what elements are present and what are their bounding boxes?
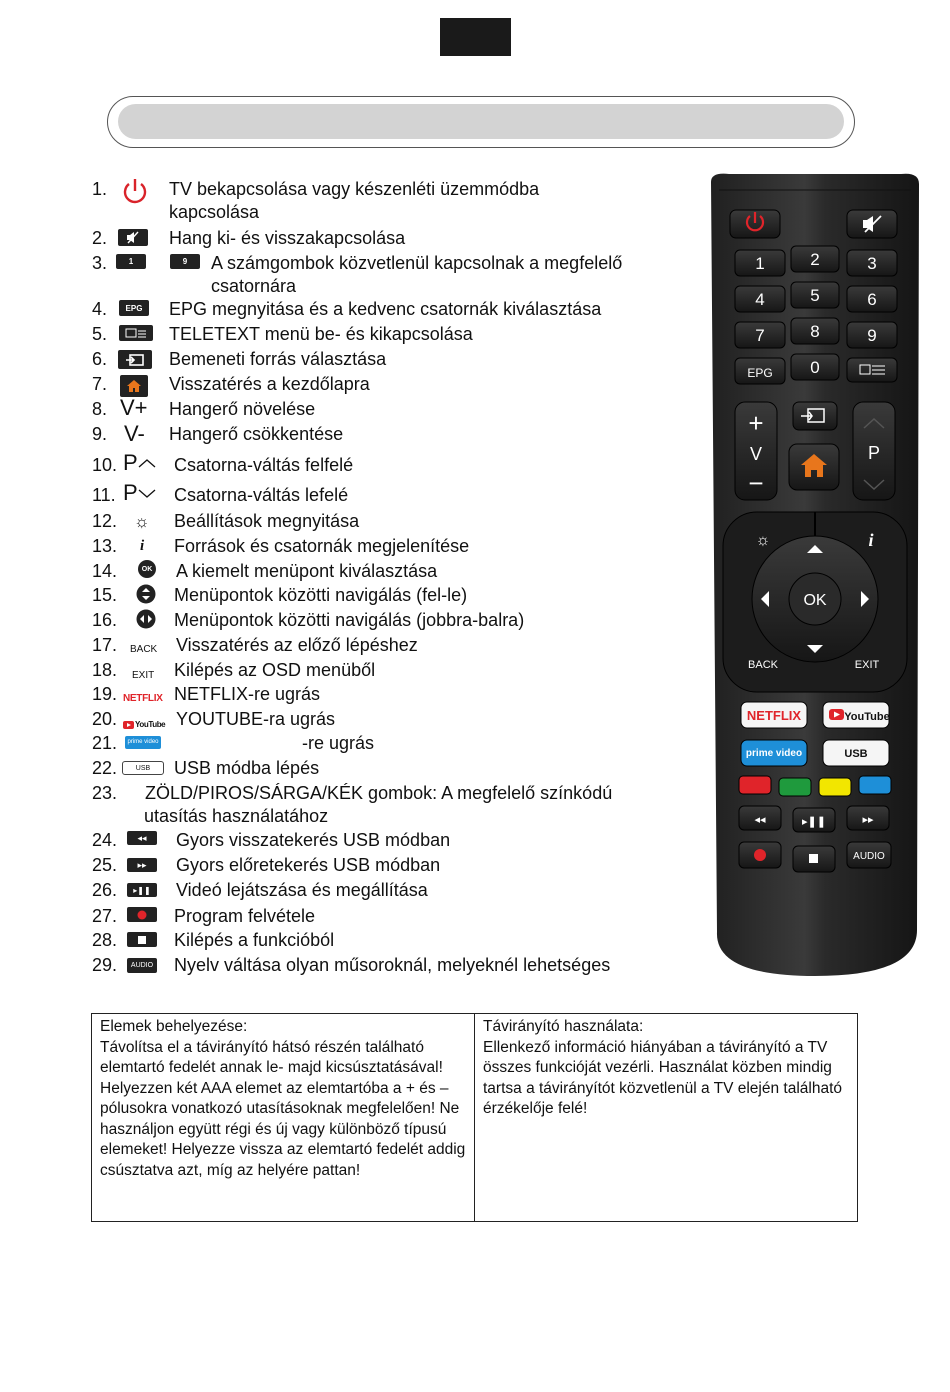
- item-text: USB módba lépés: [174, 758, 320, 778]
- epg-icon: EPG: [119, 300, 149, 316]
- remote-usage-text: Ellenkező információ hiányában a távirányító a TV összes funkcióját vezérli. Használat közben mindig tartsa a távirányítót közvetlenül a TV elején található érzékelője felé!: [483, 1038, 843, 1117]
- item-text: ZÖLD/PIROS/SÁRGA/KÉK gombok: A megfelelő színkódú: [145, 783, 613, 803]
- item-number: 2.: [92, 228, 108, 248]
- play-pause-icon: ▸❚❚: [127, 883, 157, 897]
- remote-channel-rocker: [853, 402, 895, 500]
- channel-letter: P: [123, 480, 138, 505]
- remote-nav-cluster: [723, 512, 907, 692]
- svg-text:i: i: [868, 530, 874, 550]
- usb-icon: USB: [122, 761, 164, 775]
- remote-teletext-button: [847, 358, 897, 382]
- channel-down-icon: [123, 481, 156, 504]
- svg-text:V: V: [749, 444, 763, 464]
- item-text: Hangerő csökkentése: [169, 424, 344, 444]
- remote-key-7: [735, 322, 785, 348]
- item-number: 14.: [92, 561, 118, 581]
- item-text: Bemeneti forrás választása: [169, 349, 387, 369]
- settings-icon: ☼: [134, 512, 150, 531]
- item-number: 20.: [92, 709, 118, 729]
- rewind-icon: ◂◂: [127, 831, 157, 845]
- remote-volume-rocker: [735, 402, 777, 500]
- item-text: EPG megnyitása és a kedvenc csatornák kiválasztása: [169, 299, 602, 319]
- item-text: Beállítások megnyitása: [174, 511, 360, 531]
- item-text: YOUTUBE-ra ugrás: [176, 709, 336, 729]
- battery-insertion-cell: [92, 1014, 475, 1221]
- svg-text:◂◂: ◂◂: [754, 814, 766, 826]
- item-number: 19.: [92, 684, 118, 704]
- channel-up-icon: [123, 451, 156, 474]
- item-number: 10.: [92, 455, 118, 475]
- item-number: 18.: [92, 660, 118, 680]
- svg-text:USB: USB: [844, 748, 868, 760]
- remote-key-4: [735, 286, 785, 312]
- remote-media-row-2: [739, 842, 891, 872]
- item-text-continued: kapcsolása: [169, 202, 260, 222]
- remote-key-8: [791, 318, 839, 344]
- item-text: Nyelv váltása olyan műsoroknál, melyeknél lehetséges: [174, 955, 611, 975]
- svg-text:AUDIO: AUDIO: [853, 851, 885, 862]
- svg-text:▸▸: ▸▸: [862, 814, 874, 826]
- svg-text:P: P: [867, 443, 881, 463]
- item-number: 6.: [92, 349, 108, 369]
- item-text: Visszatérés a kezdőlapra: [169, 374, 370, 394]
- remote-home-button: [789, 444, 839, 490]
- item-number: 29.: [92, 955, 118, 975]
- item-text: TV bekapcsolása vagy készenléti üzemmódba: [169, 179, 540, 199]
- remote-key-label: 1: [755, 254, 765, 273]
- item-number: 15.: [92, 585, 118, 605]
- header-tab: [440, 18, 511, 56]
- remote-key-6: [847, 286, 897, 312]
- item-number: 27.: [92, 906, 118, 926]
- netflix-icon: NETFLIX: [123, 693, 163, 704]
- stop-icon: [127, 932, 157, 947]
- remote-key-label: 2: [810, 250, 820, 269]
- item-number: 25.: [92, 855, 118, 875]
- item-number: 5.: [92, 324, 108, 344]
- item-number: 3.: [92, 253, 108, 273]
- remote-prime-video-button: [741, 740, 807, 766]
- item-text: A kiemelt menüpont kiválasztása: [176, 561, 438, 581]
- usage-notes-table: [91, 1013, 858, 1222]
- item-text-continued: csatornára: [211, 276, 297, 296]
- svg-text:−: −: [748, 468, 764, 498]
- info-icon: i: [140, 538, 145, 554]
- remote-key-5: [791, 282, 839, 308]
- remote-key-label: 9: [867, 326, 877, 345]
- audio-icon: AUDIO: [127, 958, 157, 973]
- remote-source-button: [793, 402, 837, 430]
- battery-insertion-title: Elemek behelyezése:: [100, 1018, 248, 1035]
- item-text: Hangerő növelése: [169, 399, 316, 419]
- home-icon: [120, 375, 148, 397]
- remote-key-1: [735, 250, 785, 276]
- mute-icon: [118, 229, 148, 246]
- remote-youtube-button: [823, 702, 890, 728]
- back-icon: BACK: [130, 644, 158, 655]
- item-number: 13.: [92, 536, 118, 556]
- svg-text:+: +: [748, 408, 764, 438]
- nav-updown-icon: [136, 584, 156, 604]
- remote-key-9: [847, 322, 897, 348]
- svg-text:prime video: prime video: [745, 748, 803, 759]
- item-number: 1.: [92, 179, 108, 199]
- remote-ok-label: OK: [803, 592, 827, 609]
- item-text: Menüpontok közötti navigálás (fel-le): [174, 585, 468, 605]
- item-text: NETFLIX-re ugrás: [174, 684, 321, 704]
- remote-mute-button: [847, 210, 897, 238]
- item-text: -re ugrás: [302, 733, 375, 753]
- item-text-continued: utasítás használatához: [144, 806, 329, 826]
- exit-icon: EXIT: [132, 670, 155, 681]
- item-text: A számgombok közvetlenül kapcsolnak a megfelelő: [211, 253, 623, 273]
- item-text: Csatorna-váltás lefelé: [174, 485, 349, 505]
- item-number: 12.: [92, 511, 118, 531]
- remote-key-label: EPG: [747, 366, 773, 380]
- item-text: Hang ki- és visszakapcsolása: [169, 228, 406, 248]
- remote-key-label: 5: [810, 286, 820, 305]
- item-number: 28.: [92, 930, 118, 950]
- section-title-bar: [118, 104, 844, 139]
- remote-power-button: [730, 210, 780, 238]
- item-text: Kilépés az OSD menüből: [174, 660, 376, 680]
- item-number: 22.: [92, 758, 118, 778]
- remote-key-label: 8: [810, 322, 820, 341]
- item-text: Menüpontok közötti navigálás (jobbra-balra): [174, 610, 525, 630]
- item-text: Csatorna-váltás felfelé: [174, 455, 354, 475]
- volume-down-icon: V-: [124, 421, 145, 446]
- item-text: Források és csatornák megjelenítése: [174, 536, 470, 556]
- item-number: 8.: [92, 399, 108, 419]
- item-text: Gyors visszatekerés USB módban: [176, 830, 451, 850]
- item-number: 23.: [92, 783, 118, 803]
- remote-key-2: [791, 246, 839, 272]
- power-icon: [120, 176, 150, 206]
- item-number: 17.: [92, 635, 118, 655]
- ok-icon: OK: [138, 560, 156, 578]
- nav-leftright-icon: [136, 609, 156, 629]
- svg-text:▸❚❚: ▸❚❚: [802, 816, 826, 828]
- remote-back-label: BACK: [748, 659, 778, 671]
- item-number: 9.: [92, 424, 108, 444]
- item-text: Kilépés a funkcióból: [174, 930, 335, 950]
- item-number: 24.: [92, 830, 118, 850]
- record-icon: [127, 907, 157, 922]
- item-text: Videó lejátszása és megállítása: [176, 880, 428, 900]
- number-key-1-icon: 1: [116, 254, 146, 269]
- fast-forward-icon: ▸▸: [127, 858, 157, 872]
- volume-up-icon: V+: [120, 395, 148, 420]
- item-number: 11.: [92, 485, 116, 505]
- item-number: 26.: [92, 880, 118, 900]
- item-text: TELETEXT menü be- és kikapcsolása: [169, 324, 473, 344]
- remote-key-3: [847, 250, 897, 276]
- remote-key-label: 7: [755, 326, 765, 345]
- number-key-9-icon: 9: [170, 254, 200, 269]
- remote-usb-button: [823, 740, 889, 766]
- remote-key-0: [791, 354, 839, 380]
- item-text: Visszatérés az előző lépéshez: [176, 635, 418, 655]
- remote-usage-cell: [475, 1014, 857, 1221]
- remote-control-illustration: [705, 170, 925, 987]
- section-title-frame: [107, 96, 855, 148]
- svg-text:☼: ☼: [755, 532, 771, 549]
- item-number: 21.: [92, 733, 118, 753]
- item-text: Program felvétele: [174, 906, 316, 926]
- remote-netflix-button: [741, 702, 807, 728]
- remote-key-label: 3: [867, 254, 877, 273]
- remote-key-label: 6: [867, 290, 877, 309]
- remote-usage-title: Távirányító használata:: [483, 1018, 644, 1035]
- remote-exit-label: EXIT: [854, 659, 880, 671]
- remote-key-epg: [735, 358, 785, 384]
- item-number: 16.: [92, 610, 118, 630]
- channel-letter: P: [123, 450, 138, 475]
- teletext-icon: [119, 325, 153, 341]
- youtube-wordmark: YouTube: [135, 720, 166, 729]
- remote-key-label: 4: [755, 290, 765, 309]
- svg-text:YouTube: YouTube: [844, 711, 890, 723]
- item-number: 7.: [92, 374, 108, 394]
- prime-video-icon: prime video: [125, 736, 161, 749]
- battery-insertion-text: Távolítsa el a távirányító hátsó részén található elemtartó fedelét annak le- majd kicsúsztatásával! Helyezzen két AAA elemet az elemtartóba a + és – pólusokra vonatkozó utasításoknak megfelelően! Ne használjon együtt régi és új vagy különböző típusú elemeket! Helyezze vissza az elemtartó fedelét addig csúsztatva azt, míg az helyére pattan!: [100, 1038, 466, 1179]
- remote-key-label: 0: [810, 358, 820, 377]
- source-icon: [118, 350, 152, 369]
- remote-media-row-1: [739, 806, 889, 832]
- svg-text:NETFLIX: NETFLIX: [746, 708, 802, 723]
- item-text: Gyors előretekerés USB módban: [176, 855, 441, 875]
- item-number: 4.: [92, 299, 108, 319]
